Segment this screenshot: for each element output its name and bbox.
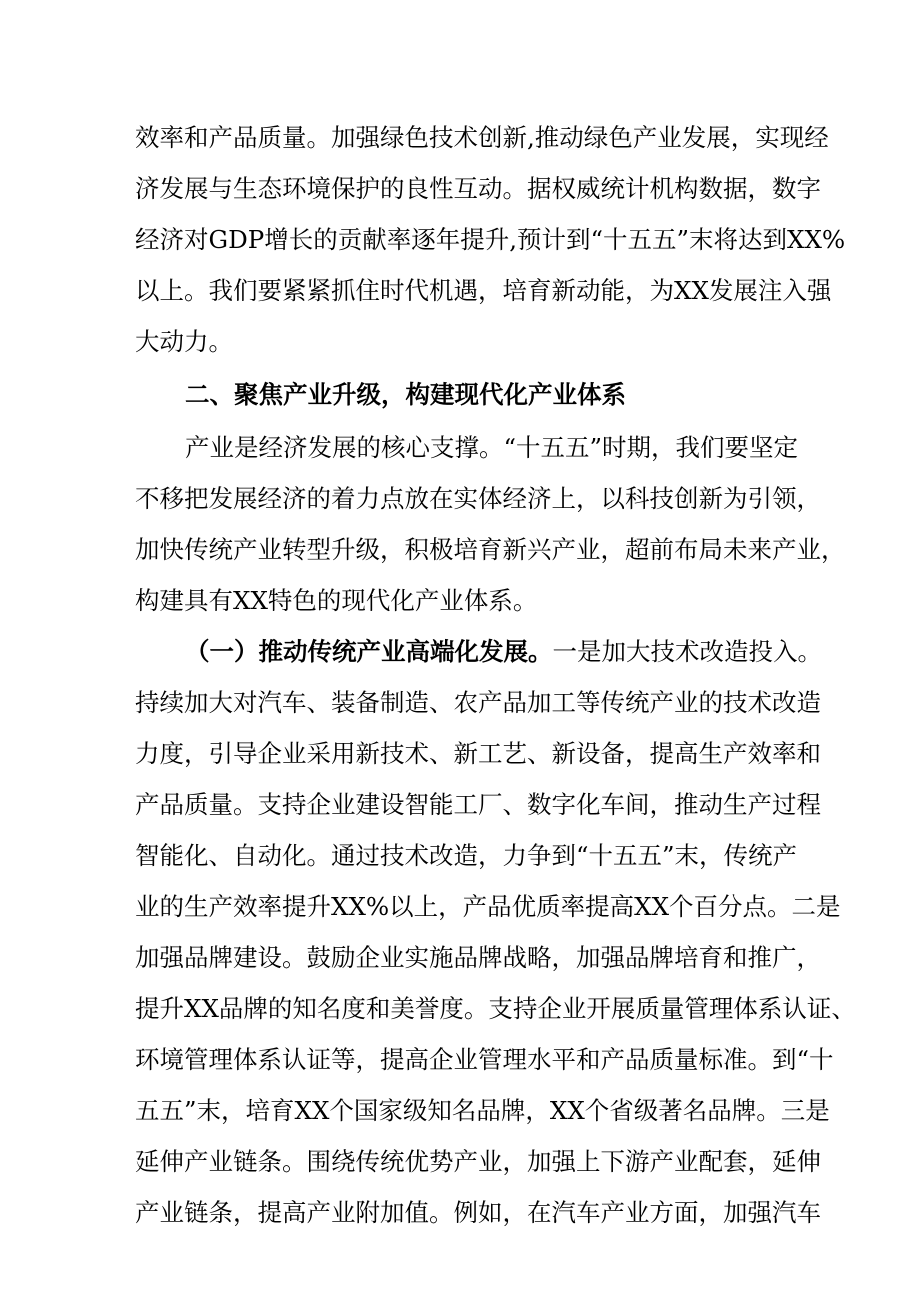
text-line: 构建具有XX特色的现代化产业体系。 (135, 586, 538, 615)
text-line: 环境管理体系认证等，提高企业管理水平和产品质量标准。到“十 (135, 1045, 834, 1074)
subsection-heading: （一）推动传统产业高端化发展。 (185, 637, 553, 666)
text-line: 延伸产业链条。围绕传统优势产业，加强上下游产业配套，延伸 (135, 1147, 821, 1176)
text-line: 力度，引导企业采用新技术、新工艺、新设备，提高生产效率和 (135, 739, 821, 768)
text-line: 以上。我们要紧紧抓住时代机遇，培育新动能，为XX发展注入强 (135, 276, 832, 305)
text-line: 提升XX品牌的知名度和美誉度。支持企业开展质量管理体系认证、 (135, 994, 856, 1023)
text-line (135, 626, 822, 677)
document-page (135, 112, 856, 1238)
text-line: 济发展与生态环境保护的良性互动。据权威统计机构数据，数字 (135, 174, 821, 203)
text-line: 业的生产效率提升XX%以上，产品优质率提高XX个百分点。二是 (135, 892, 841, 921)
text-line: 大动力。 (135, 327, 233, 356)
text-line: 智能化、自动化。通过技术改造，力争到“十五五”末，传统产 (135, 841, 798, 870)
text-line: 加快传统产业转型升级，积极培育新兴产业，超前布局未来产业， (135, 535, 846, 564)
text-line: 产品质量。支持企业建设智能工厂、数字化车间，推动生产过程 (135, 790, 821, 819)
section-heading: 二、聚焦产业升级，构建现代化产业体系 (185, 380, 626, 409)
text-line: 产业是经济发展的核心支撑。“十五五”时期，我们要坚定 (185, 433, 799, 462)
text-span: 一是加大技术改造投入。 (552, 637, 822, 666)
text-line: 产业链条，提高产业附加值。例如，在汽车产业方面，加强汽车 (135, 1198, 821, 1227)
text-line: 加强品牌建设。鼓励企业实施品牌战略，加强品牌培育和推广， (135, 943, 821, 972)
text-line: 持续加大对汽车、装备制造、农产品加工等传统产业的技术改造 (135, 688, 821, 717)
text-line: 不移把发展经济的着力点放在实体经济上，以科技创新为引领， (135, 484, 821, 513)
paragraph-3 (135, 626, 856, 1238)
paragraph-2 (135, 422, 846, 626)
text-line: 经济对GDP增长的贡献率逐年提升,预计到“十五五”末将达到XX% (135, 225, 846, 254)
text-line: 效率和产品质量。加强绿色技术创新,推动绿色产业发展，实现经 (135, 123, 829, 152)
text-line: 五五”末，培育XX个国家级知名品牌，XX个省级著名品牌。三是 (135, 1096, 830, 1125)
paragraph-1 (135, 112, 846, 367)
